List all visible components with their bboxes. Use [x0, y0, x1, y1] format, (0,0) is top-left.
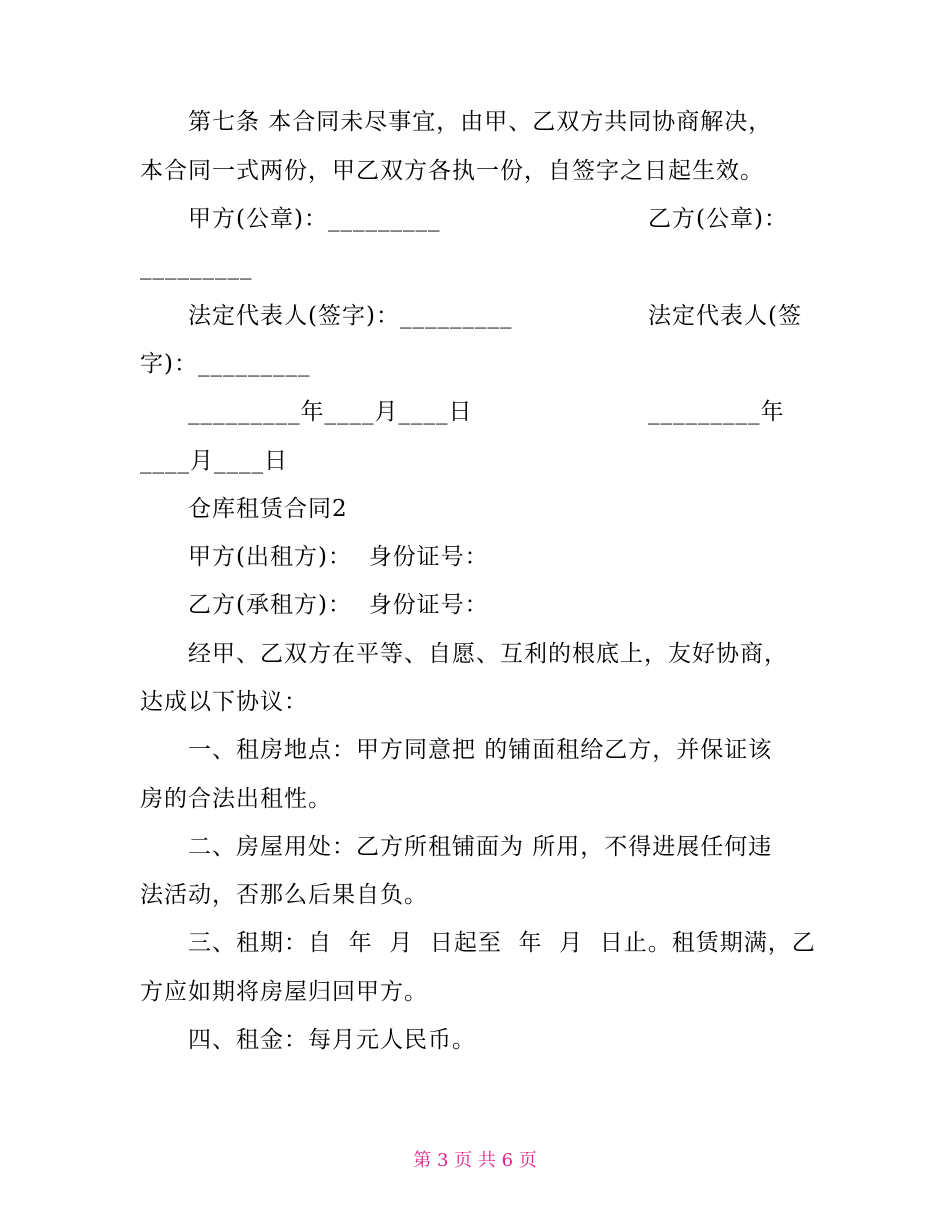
party-b-date: _________年 [648, 399, 785, 425]
party-b-seal-blank: _________ [140, 254, 253, 280]
contract-title: 仓库租赁合同2 [188, 496, 348, 522]
lessee-line: 乙方(承租方)： 身份证号： [188, 592, 489, 618]
preamble-line-2: 达成以下协议： [140, 689, 308, 715]
clause-1-line-1: 一、租房地点：甲方同意把 的铺面租给乙方，并保证该 [188, 737, 773, 763]
clause-1-line-2: 房的合法出租性。 [140, 786, 332, 812]
party-b-representative-cont: 字)：_________ [140, 351, 311, 377]
clause-2-line-2: 法活动，否那么后果自负。 [140, 882, 428, 908]
party-a-date: _________年____月____日 [188, 399, 473, 425]
party-b-representative: 法定代表人(签 [648, 303, 802, 329]
clause-2-line-1: 二、房屋用处：乙方所租铺面为 所用，不得进展任何违 [188, 834, 773, 860]
lessor-line: 甲方(出租方)： 身份证号： [188, 544, 489, 570]
party-b-date-cont: ____月____日 [140, 448, 288, 474]
party-a-representative: 法定代表人(签字)：_________ [188, 303, 513, 329]
clause-7-line-1: 第七条 本合同未尽事宜，由甲、乙双方共同协商解决， [188, 109, 773, 135]
clause-7-line-2: 本合同一式两份，甲乙双方各执一份，自签字之日起生效。 [140, 158, 764, 184]
clause-4-line-1: 四、租金：每月元人民币。 [188, 1027, 476, 1053]
preamble-line-1: 经甲、乙双方在平等、自愿、互利的根底上，友好协商， [188, 641, 788, 667]
page-number: 第 3 页 共 6 页 [413, 1150, 537, 1171]
clause-3-line-1: 三、租期：自 年 月 日起至 年 月 日止。租赁期满，乙 [188, 930, 816, 956]
clause-3-line-2: 方应如期将房屋归回甲方。 [140, 979, 428, 1005]
party-a-seal: 甲方(公章)：_________ [188, 206, 441, 232]
party-b-seal: 乙方(公章)： [648, 206, 788, 232]
